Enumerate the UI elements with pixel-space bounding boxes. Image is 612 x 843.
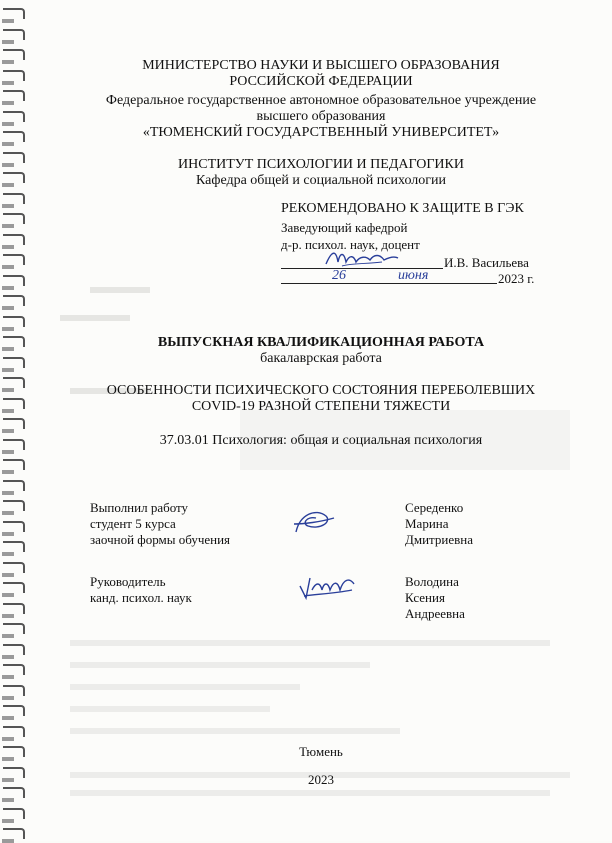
binding-ring xyxy=(3,234,25,245)
supervisor-label-1: Руководитель xyxy=(90,574,166,589)
author-surname: Середенко xyxy=(405,500,464,515)
binding-ring xyxy=(3,623,25,634)
binding-ring xyxy=(3,377,25,388)
bleed-through-mark xyxy=(70,728,400,734)
author-patronymic: Дмитриевна xyxy=(405,532,473,547)
binding-hole xyxy=(2,798,14,802)
binding-hole xyxy=(2,737,14,741)
binding-hole xyxy=(2,716,14,720)
binding-hole xyxy=(2,368,14,372)
binding-hole xyxy=(2,122,14,126)
binding-ring xyxy=(3,459,25,470)
binding-ring xyxy=(3,29,25,40)
binding-ring xyxy=(3,828,25,839)
author-signature-image xyxy=(290,504,336,540)
author-name: Марина xyxy=(405,516,449,531)
institution-line-1: Федеральное государственное автономное образовательное учреждение xyxy=(105,93,537,108)
approval-date-month: июня xyxy=(398,268,429,283)
institute-name: ИНСТИТУТ ПСИХОЛОГИИ И ПЕДАГОГИКИ xyxy=(178,157,464,172)
binding-ring xyxy=(3,521,25,532)
binding-hole xyxy=(2,142,14,146)
binding-hole xyxy=(2,839,14,843)
binding-ring xyxy=(3,131,25,142)
bleed-through-mark xyxy=(70,790,550,796)
work-type: ВЫПУСКНАЯ КВАЛИФИКАЦИОННАЯ РАБОТА xyxy=(157,335,485,350)
binding-ring xyxy=(3,808,25,819)
city: Тюмень xyxy=(299,744,343,759)
binding-ring xyxy=(3,254,25,265)
binding-hole xyxy=(2,491,14,495)
binding-ring xyxy=(3,111,25,122)
binding-ring xyxy=(3,603,25,614)
supervisor-name: Ксения xyxy=(405,590,445,605)
binding-ring xyxy=(3,439,25,450)
binding-ring xyxy=(3,295,25,306)
binding-hole xyxy=(2,778,14,782)
binding-ring xyxy=(3,644,25,655)
binding-hole xyxy=(2,60,14,64)
binding-ring xyxy=(3,213,25,224)
spiral-binding xyxy=(0,0,30,841)
binding-hole xyxy=(2,101,14,105)
institution-line-2: высшего образования xyxy=(256,109,386,124)
head-signature-image xyxy=(322,246,402,270)
binding-hole xyxy=(2,306,14,310)
approval-title: РЕКОМЕНДОВАНО К ЗАЩИТЕ В ГЭК xyxy=(281,201,524,216)
binding-ring xyxy=(3,500,25,511)
binding-hole xyxy=(2,511,14,515)
bleed-through-mark xyxy=(70,706,270,712)
binding-hole xyxy=(2,429,14,433)
binding-hole xyxy=(2,757,14,761)
binding-hole xyxy=(2,286,14,290)
approval-degree: д-р. психол. наук, доцент xyxy=(281,237,420,252)
binding-hole xyxy=(2,183,14,187)
binding-ring xyxy=(3,746,25,757)
binding-ring xyxy=(3,49,25,60)
approval-role: Заведующий кафедрой xyxy=(281,220,408,235)
author-label-2: студент 5 курса xyxy=(90,516,176,531)
binding-hole xyxy=(2,614,14,618)
binding-hole xyxy=(2,347,14,351)
binding-ring xyxy=(3,357,25,368)
supervisor-patronymic: Андреевна xyxy=(405,606,465,621)
binding-hole xyxy=(2,224,14,228)
binding-hole xyxy=(2,265,14,269)
binding-hole xyxy=(2,593,14,597)
bleed-through-mark xyxy=(70,662,370,668)
binding-hole xyxy=(2,696,14,700)
binding-ring xyxy=(3,705,25,716)
binding-ring xyxy=(3,90,25,101)
binding-hole xyxy=(2,634,14,638)
binding-ring xyxy=(3,664,25,675)
binding-hole xyxy=(2,655,14,659)
binding-hole xyxy=(2,819,14,823)
binding-hole xyxy=(2,327,14,331)
supervisor-label-2: канд. психол. наук xyxy=(90,590,192,605)
program-name: 37.03.01 Психология: общая и социальная психология xyxy=(159,433,483,448)
binding-hole xyxy=(2,204,14,208)
binding-ring xyxy=(3,726,25,737)
binding-hole xyxy=(2,532,14,536)
binding-hole xyxy=(2,450,14,454)
binding-ring xyxy=(3,787,25,798)
binding-ring xyxy=(3,418,25,429)
binding-ring xyxy=(3,275,25,286)
binding-ring xyxy=(3,316,25,327)
binding-ring xyxy=(3,685,25,696)
binding-hole xyxy=(2,409,14,413)
date-line xyxy=(281,283,497,284)
binding-hole xyxy=(2,552,14,556)
year: 2023 xyxy=(308,772,334,787)
approval-name: И.В. Васильева xyxy=(444,255,529,270)
binding-hole xyxy=(2,675,14,679)
approval-date-year: 2023 г. xyxy=(498,271,535,286)
approval-date-day: 26 xyxy=(332,268,346,283)
binding-ring xyxy=(3,582,25,593)
binding-ring xyxy=(3,152,25,163)
author-label-1: Выполнил работу xyxy=(90,500,189,515)
binding-hole xyxy=(2,388,14,392)
binding-ring xyxy=(3,193,25,204)
ministry-line-1: МИНИСТЕРСТВО НАУКИ И ВЫСШЕГО ОБРАЗОВАНИЯ xyxy=(142,58,500,73)
binding-ring xyxy=(3,8,25,19)
department-name: Кафедра общей и социальной психологии xyxy=(196,173,446,188)
bleed-through-mark xyxy=(70,640,550,646)
work-title-line-2: COVID-19 РАЗНОЙ СТЕПЕНИ ТЯЖЕСТИ xyxy=(191,399,451,414)
binding-hole xyxy=(2,470,14,474)
bleed-through-mark xyxy=(70,684,300,690)
university-name: «ТЮМЕНСКИЙ ГОСУДАРСТВЕННЫЙ УНИВЕРСИТЕТ» xyxy=(142,125,500,140)
author-label-3: заочной формы обучения xyxy=(90,532,231,547)
binding-ring xyxy=(3,172,25,183)
bleed-through-mark xyxy=(90,287,150,293)
ministry-line-2: РОССИЙСКОЙ ФЕДЕРАЦИИ xyxy=(229,74,413,89)
binding-hole xyxy=(2,163,14,167)
supervisor-surname: Володина xyxy=(405,574,459,589)
binding-ring xyxy=(3,767,25,778)
binding-ring xyxy=(3,541,25,552)
binding-ring xyxy=(3,336,25,347)
supervisor-signature-image xyxy=(296,572,358,602)
binding-hole xyxy=(2,245,14,249)
binding-ring xyxy=(3,70,25,81)
bleed-through-mark xyxy=(60,315,130,321)
binding-hole xyxy=(2,40,14,44)
binding-ring xyxy=(3,480,25,491)
work-subtype: бакалаврская работа xyxy=(260,351,382,366)
binding-ring xyxy=(3,562,25,573)
work-title-line-1: ОСОБЕННОСТИ ПСИХИЧЕСКОГО СОСТОЯНИЯ ПЕРЕБОЛЕВШИХ xyxy=(106,383,536,398)
binding-hole xyxy=(2,19,14,23)
binding-ring xyxy=(3,398,25,409)
binding-hole xyxy=(2,573,14,577)
binding-hole xyxy=(2,81,14,85)
